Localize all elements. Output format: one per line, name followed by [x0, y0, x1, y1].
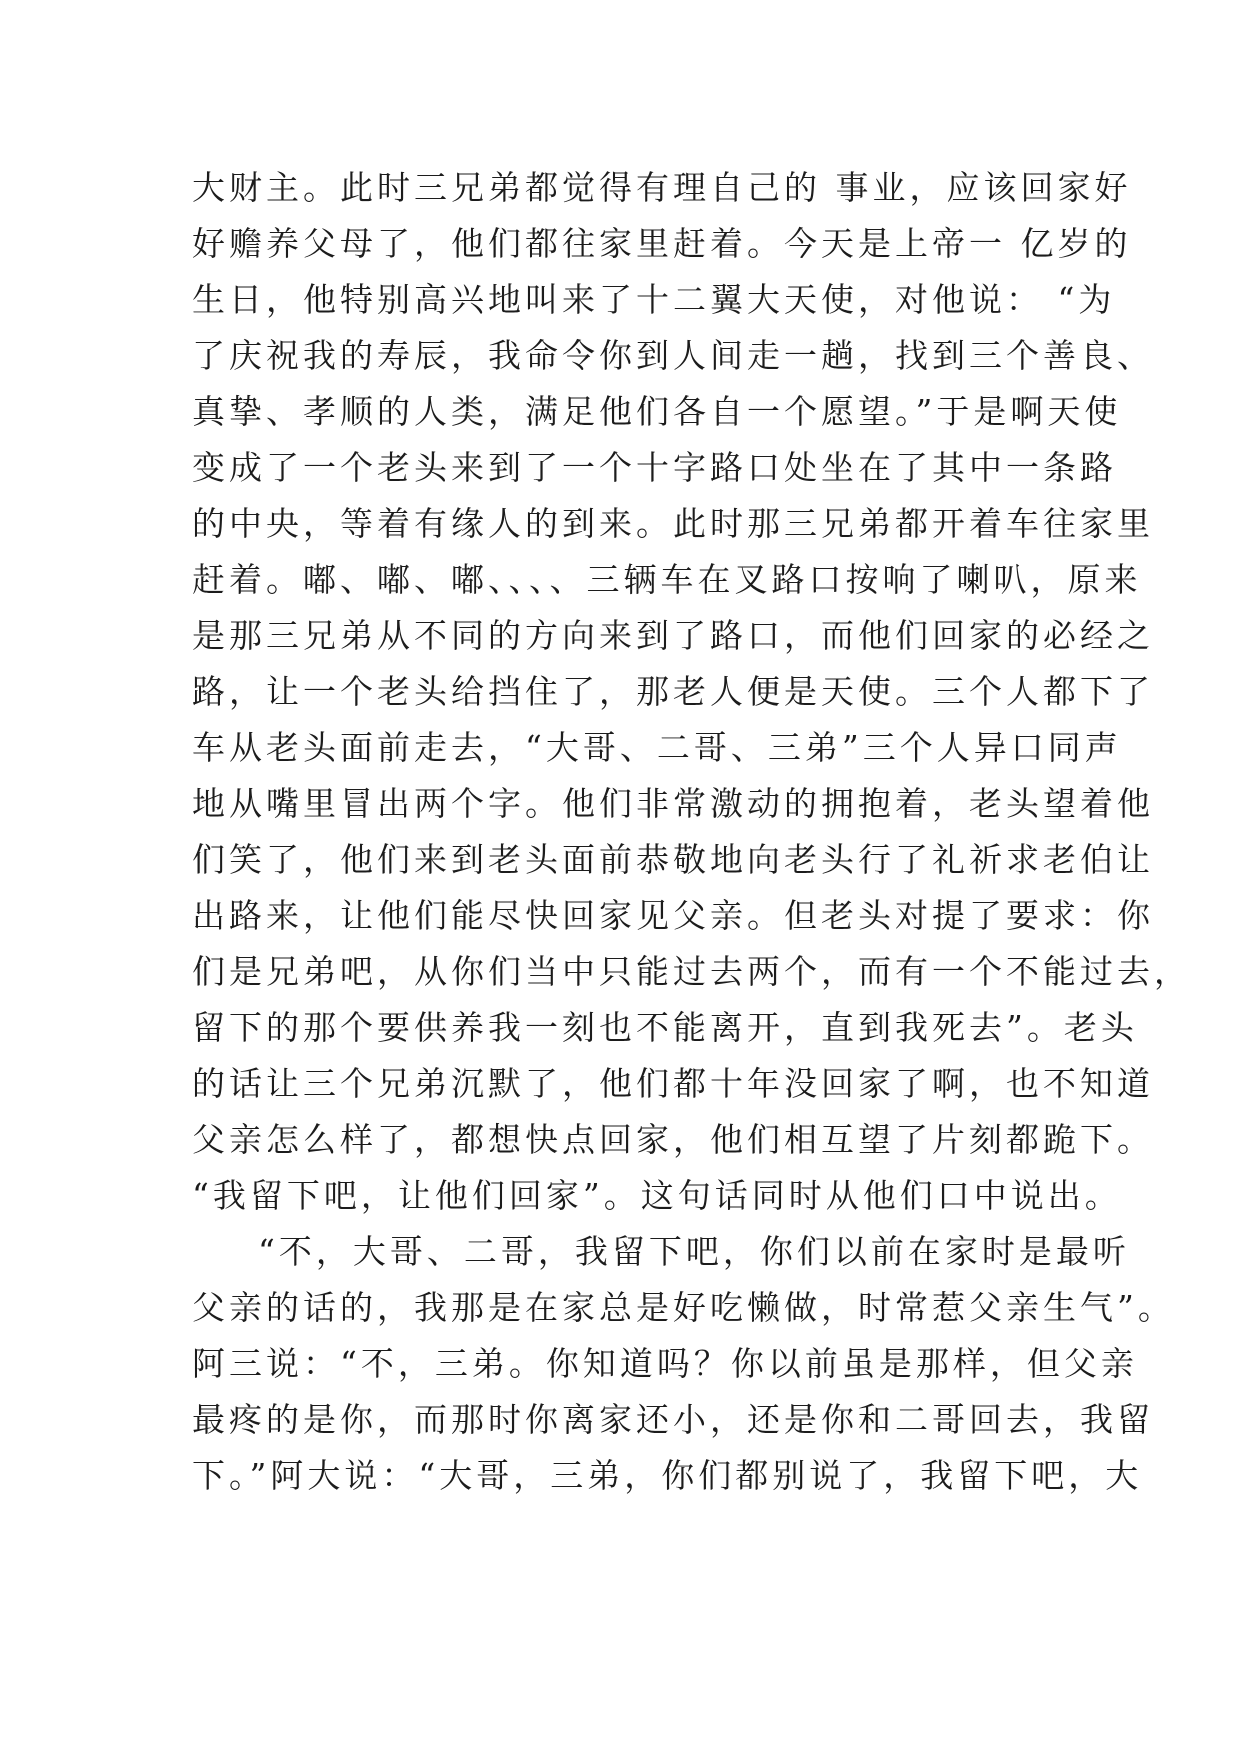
text-line: 生日，他特别高兴地叫来了十二翼大天使，对他说： “为: [192, 280, 1116, 319]
text-line: 阿三说：“不，三弟。你知道吗？你以前虽是那样，但父亲: [192, 1344, 1138, 1383]
text-line: 是那三兄弟从不同的方向来到了路口，而他们回家的必经之: [192, 616, 1154, 655]
text-line: 的话让三个兄弟沉默了，他们都十年没回家了啊，也不知道: [192, 1064, 1154, 1103]
text-line: 出路来，让他们能尽快回家见父亲。但老头对提了要求：你: [192, 896, 1154, 935]
text-line: 赶着。嘟、嘟、嘟、、、、三辆车在叉路口按响了喇叭，原来: [192, 560, 1142, 599]
text-line: 父亲怎么样了，都想快点回家，他们相互望了片刻都跪下。: [192, 1120, 1154, 1159]
text-line: 最疼的是你，而那时你离家还小，还是你和二哥回去，我留: [192, 1400, 1154, 1439]
text-line: 父亲的话的，我那是在家总是好吃懒做，时常惹父亲生气”。: [192, 1288, 1175, 1327]
text-line: 路，让一个老头给挡住了，那老人便是天使。三个人都下了: [192, 672, 1154, 711]
paragraph-start-line: “不，大哥、二哥，我留下吧，你们以前在家时是最听: [258, 1232, 1130, 1271]
text-line: 变成了一个老头来到了一个十字路口处坐在了其中一条路: [192, 448, 1117, 487]
text-line: 的中央，等着有缘人的到来。此时那三兄弟都开着车往家里: [192, 504, 1154, 543]
text-line: 了庆祝我的寿辰，我命令你到人间走一趟，找到三个善良、: [192, 336, 1154, 375]
body-text: [192, 160, 1191, 1504]
text-line: 车从老头面前走去，“大哥、二哥、三弟”三个人异口同声: [192, 728, 1122, 767]
text-line: 留下的那个要供养我一刻也不能离开，直到我死去”。老头: [192, 1008, 1138, 1047]
text-line: 地从嘴里冒出两个字。他们非常激动的拥抱着，老头望着他: [192, 784, 1154, 823]
text-line: 下。”阿大说：“大哥，三弟，你们都别说了，我留下吧，大: [192, 1456, 1143, 1495]
text-line: 真挚、孝顺的人类，满足他们各自一个愿望。”于是啊天使: [192, 392, 1122, 431]
text-line: 大财主。此时三兄弟都觉得有理自己的 事业，应该回家好: [192, 168, 1132, 207]
text-line: 们笑了，他们来到老头面前恭敬地向老头行了礼祈求老伯让: [192, 840, 1154, 879]
text-line: 们是兄弟吧，从你们当中只能过去两个，而有一个不能过去，: [192, 952, 1191, 991]
text-line: 好赡养父母了，他们都往家里赶着。今天是上帝一 亿岁的: [192, 224, 1132, 263]
text-line: “我留下吧，让他们回家”。这句话同时从他们口中说出。: [192, 1176, 1122, 1215]
